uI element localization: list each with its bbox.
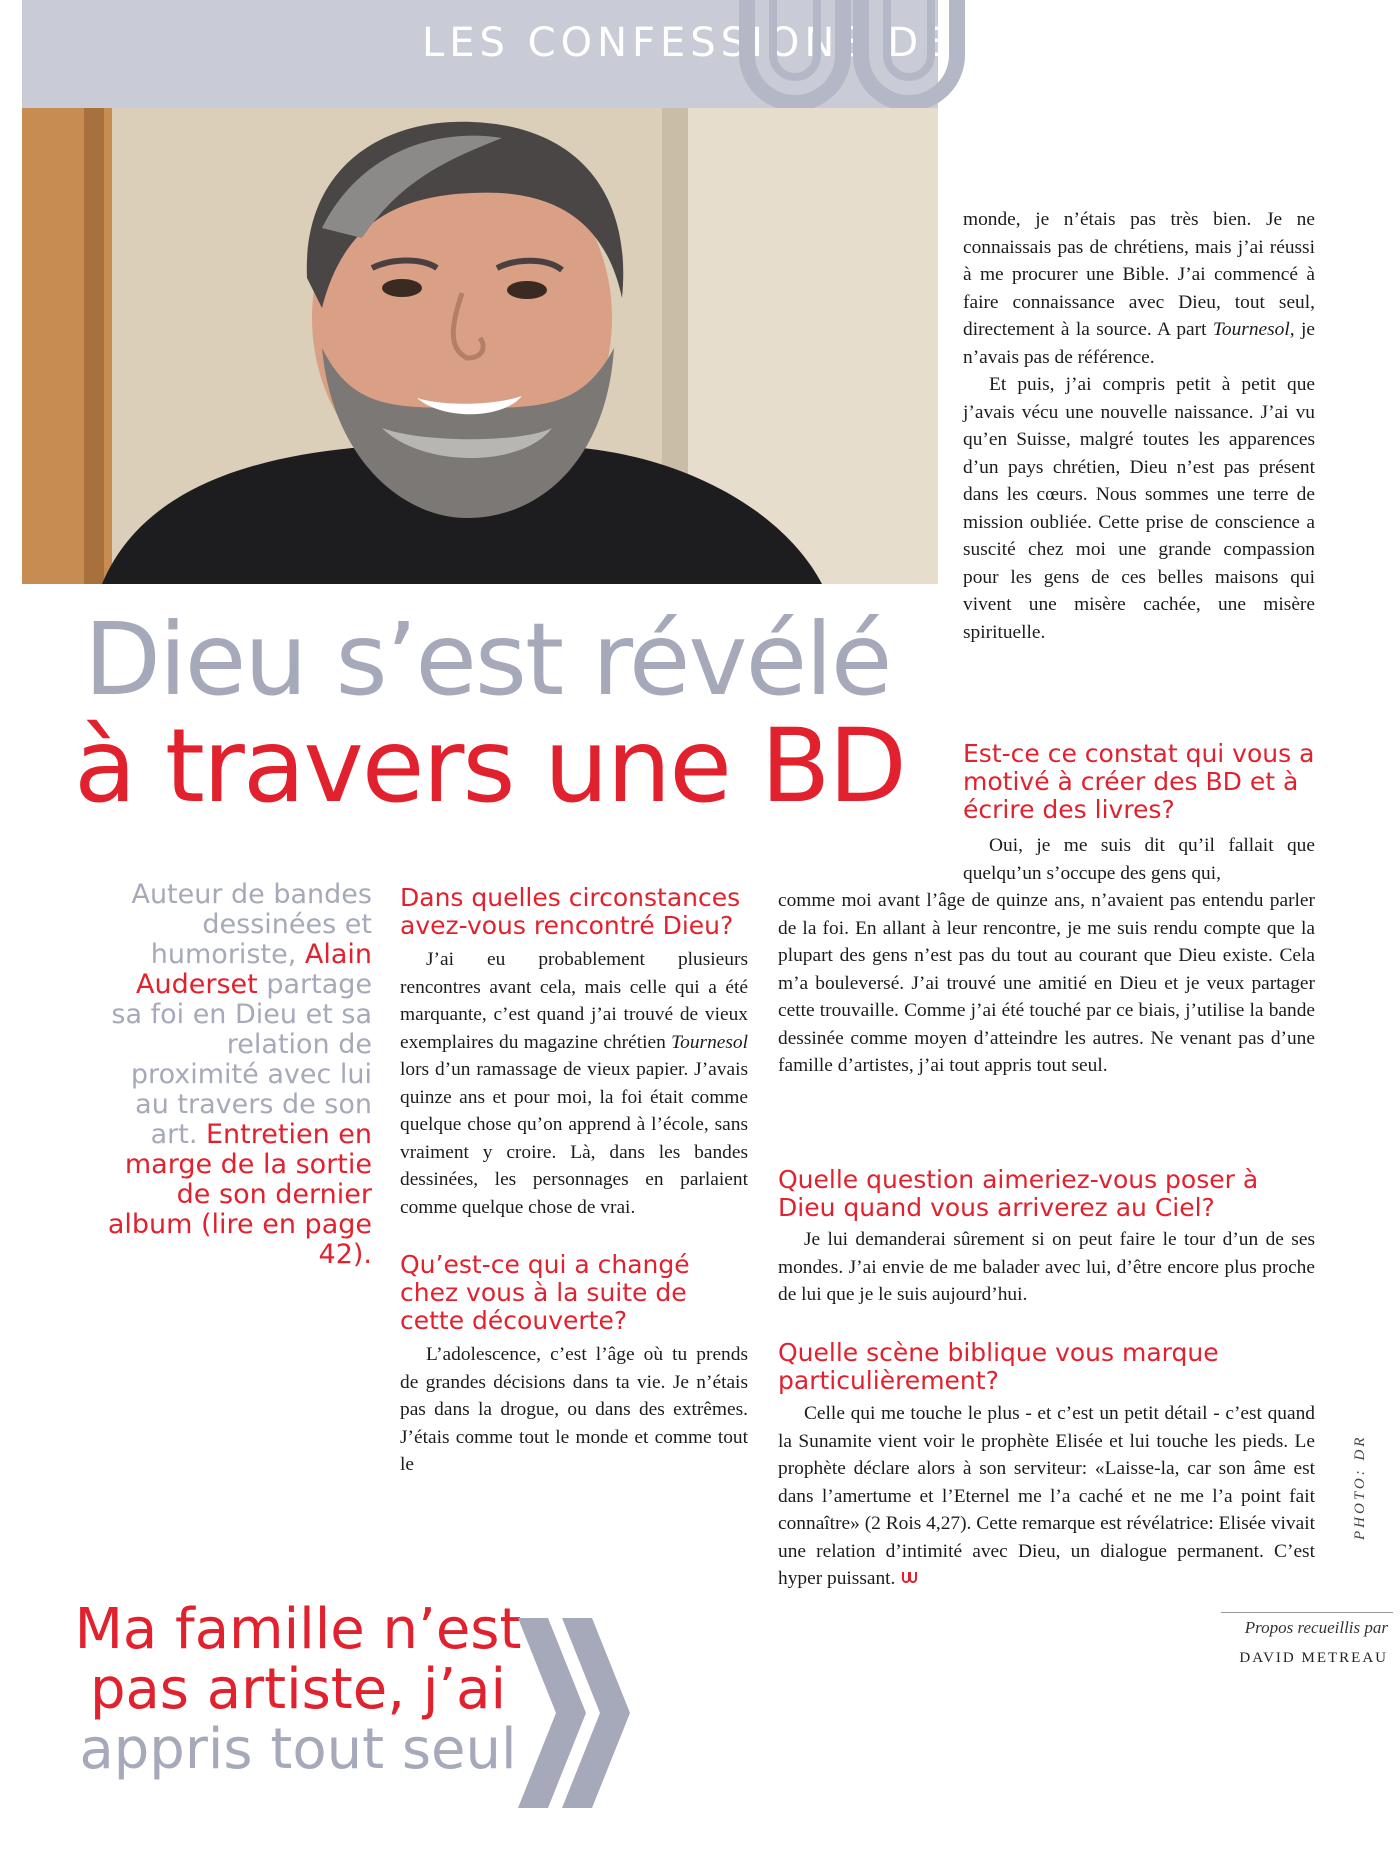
article-column-1 xyxy=(400,884,748,1479)
portrait-photo xyxy=(22,108,938,584)
intro-text-c: Entretien en marge de la sortie de son dernier album (lire en page 42). xyxy=(107,1119,372,1270)
intro-text-a: Auteur de bandes dessinées et humoriste, xyxy=(131,879,372,970)
credit-author: DAVID METREAU xyxy=(1239,1650,1388,1666)
intro-text-b: partage sa foi en Dieu et sa relation de proximité avec lui au travers de son art. xyxy=(111,969,372,1150)
closing-quote-icon xyxy=(510,1618,630,1808)
answer-2-paragraph-2: Et puis, j’ai compris petit à petit que j’avais vécu une nouvelle naissance. J’ai vu qu’en Suisse, malgré toutes les apparences d’un pays chrétien, Dieu n’est pas présent dans les cœurs. Nous sommes une terre de mission oubliée. Cette prise de conscience a suscité chez moi une grande compassion pour les gens de ces belles maisons qui vivent une misère cachée, une misère spirituelle. xyxy=(963,374,1315,643)
magazine-title: Tournesol xyxy=(1212,319,1290,340)
question-5: Quelle scène biblique vous marque particulièrement? xyxy=(778,1338,1219,1395)
intro-lede xyxy=(100,880,372,1270)
end-mark-icon xyxy=(901,1570,917,1586)
article-column-3 xyxy=(963,206,1315,646)
headline-line-1: Dieu s’est révélé xyxy=(84,601,891,718)
question-4: Quelle question aimeriez-vous poser à Dieu quand vous arriverez au Ciel? xyxy=(778,1165,1259,1222)
section-header xyxy=(22,0,1007,108)
magazine-title: Tournesol xyxy=(671,1031,748,1053)
answer-1: J’ai eu probablement plusieurs rencontres avant cela, mais celle qui a été marquante, c’est quand j’ai trouvé de vieux exemplaires du magazine chrétien Tournesol lors d’un ramassage de vieux papier. J’avais quinze ans et pour moi, la foi était comme quelque chose qu’on apprend à l’école, sans vraiment y croire. Là, dans les bandes dessinées, les personnages en parlaient comme quelque chose de vrai. xyxy=(400,949,748,1218)
question-2: Qu’est-ce qui a changé chez vous à la suite de cette découverte? xyxy=(400,1250,690,1335)
answer-5: Celle qui me touche le plus - et c’est un petit détail - c’est quand la Sunamite vient voir le prophète Elisée et lui touche les pieds. Le prophète déclare alors à son serviteur: «Laisse-la, car son âme est dans l’amertume et l’Eternel me l’a caché et ne me l’a point fait connaître» (2 Rois 4,27). Cette remarque est révélatrice: Elisée vivait une relation d’intimité avec Dieu, un dialogue permanent. C’est hyper puissant. xyxy=(778,1403,1315,1589)
intro-author-name: Alain Auderset xyxy=(136,939,372,1000)
pull-quote-line-1: Ma famille n’est xyxy=(74,1597,522,1662)
answer-2-start: L’adolescence, c’est l’âge où tu prends de grandes décisions dans ta vie. Je n’étais pas dans la drogue, ou dans des extrêmes. J’étais comme tout le monde et comme tout le xyxy=(400,1344,748,1475)
headline-line-2: à travers une BD xyxy=(74,707,905,826)
answer-3-part-1: Oui, je me suis dit qu’il fallait que quelqu’un s’occupe des gens qui, xyxy=(963,835,1315,884)
credit-prefix: Propos recueillis par xyxy=(1244,1618,1388,1637)
answer-3-part-2: comme moi avant l’âge de quinze ans, n’avaient pas entendu parler de la foi. En allant à leur rencontre, je me suis rendu compte que la plupart des gens n’est pas du tout au courant que Dieu existe. Cela m’a bouleversé. J’ai trouvé une amitié en Dieu et je veux partager cette trouvaille. Comme j’ai été touché par ce biais, j’utilise la bande dessinée comme moyen d’atteindre les autres. Ne venant pas d’une famille d’artistes, j’ai tout appris tout seul. xyxy=(778,890,1315,1076)
answer-4: Je lui demanderai sûrement si on peut faire le tour d’un de ses mondes. J’ai envie de me balader avec lui, d’être encore plus proche de lui que je le suis aujourd’hui. xyxy=(778,1229,1315,1305)
answer-2-continued: monde, je n’étais pas très bien. Je ne connaissais pas de chrétiens, mais j’ai réussi à me procurer une Bible. J’ai commencé à faire connaissance avec Dieu, tout seul, directement à la source. A part Tournesol, je n’avais pas de référence. xyxy=(963,209,1315,368)
question-1: Dans quelles circonstances avez-vous rencontré Dieu? xyxy=(400,883,741,940)
question-3: Est-ce ce constat qui vous a motivé à créer des BD et à écrire des livres? xyxy=(963,739,1315,824)
photo-credit: PHOTO: DR xyxy=(1352,1434,1368,1540)
pull-quote xyxy=(58,1597,538,1782)
credit-divider xyxy=(1221,1612,1393,1613)
section-title: LES CONFESSIONS DE... xyxy=(422,20,1007,66)
pull-quote-line-3: appris tout seul xyxy=(79,1717,517,1782)
pull-quote-line-2: pas artiste, j’ai xyxy=(89,1657,507,1722)
